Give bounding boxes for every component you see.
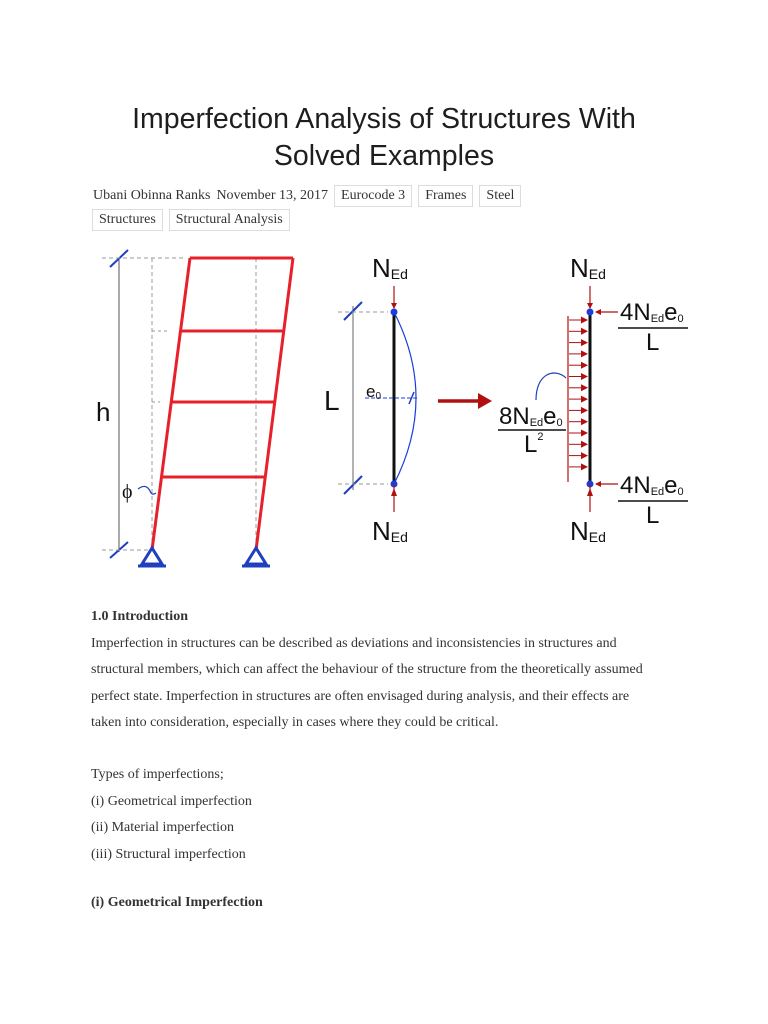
svg-text:L2: $L^2$ <box>524 431 544 458</box>
end-force-top-label <box>618 299 688 356</box>
member-node-top <box>587 309 594 316</box>
equivalent-load-member <box>498 253 688 546</box>
title-line-1: Imperfection Analysis of Structures With <box>132 103 636 135</box>
axial-force-top-label: NEd <box>570 253 606 283</box>
bow-imperfection-label: e0 <box>366 382 382 402</box>
axial-force-top-label: NEd <box>372 253 408 283</box>
tag-frames[interactable]: Frames <box>418 185 473 207</box>
axial-force-bottom-label: NEd <box>570 516 606 546</box>
imperfection-figure <box>88 244 708 584</box>
intro-line: Imperfection in structures can be described as deviations and inconsistencies in structures and <box>91 635 617 651</box>
type-item: (ii) Material imperfection <box>91 820 235 835</box>
pin-support-left <box>138 548 166 566</box>
distributed-load-arrowhead <box>581 373 588 380</box>
end-force-bottom-label <box>618 472 688 529</box>
right-column <box>256 258 293 550</box>
distributed-load-arrowhead <box>581 396 588 403</box>
article-tags-continued <box>93 209 296 231</box>
distributed-load-arrowhead <box>581 339 588 346</box>
types-heading: Types of imperfections; <box>91 767 224 782</box>
member-length-label: L <box>324 385 340 416</box>
bowed-member <box>324 253 418 546</box>
distributed-load-label <box>498 373 566 458</box>
article-meta <box>93 185 527 207</box>
distributed-load-arrowhead <box>581 350 588 357</box>
svg-text:4NEde0: 4NEde0 <box>620 299 684 326</box>
distributed-load-arrowhead <box>581 328 588 335</box>
angle-leader <box>138 486 156 494</box>
type-item: (i) Geometrical imperfection <box>91 793 252 809</box>
distributed-load-arrows <box>569 317 588 471</box>
distributed-load-arrowhead <box>581 362 588 369</box>
intro-line: taken into consideration, especially in cases where they could be critical. <box>91 715 499 730</box>
tag-eurocode-3[interactable]: Eurocode 3 <box>334 185 412 207</box>
left-column <box>152 258 190 550</box>
introduction-section <box>91 604 691 737</box>
distributed-load-arrowhead <box>581 441 588 448</box>
section-heading-geometrical: (i) Geometrical Imperfection <box>91 895 263 910</box>
intro-line: perfect state. Imperfection in structures are often envisaged during analysis, and their effects are <box>91 688 630 704</box>
svg-text:4NEde0: 4NEde0 <box>620 472 684 499</box>
axial-force-bottom-label: NEd <box>372 516 408 546</box>
intro-paragraph <box>91 631 691 737</box>
distributed-load-arrowhead <box>581 463 588 470</box>
distributed-load-arrowhead <box>581 407 588 414</box>
imperfection-diagram <box>88 244 708 584</box>
intro-heading: 1.0 Introduction <box>91 609 188 624</box>
tag-steel[interactable]: Steel <box>479 185 521 207</box>
imperfection-types <box>91 762 691 868</box>
article-title <box>40 101 728 175</box>
distributed-load-arrowhead <box>581 317 588 324</box>
distributed-load-arrowhead <box>581 452 588 459</box>
svg-text:8NEde0: 8NEde0 <box>499 403 563 430</box>
title-line-2: Solved Examples <box>273 140 495 172</box>
distributed-load-arrowhead <box>581 418 588 425</box>
distributed-load-arrowhead <box>581 430 588 437</box>
tag-structures[interactable]: Structures <box>92 209 163 231</box>
pin-support-right <box>242 548 270 566</box>
svg-text:L: L <box>646 502 660 529</box>
svg-text:L: L <box>646 329 660 356</box>
height-label: h <box>96 397 111 427</box>
publish-date: November 13, 2017 <box>216 188 329 203</box>
member-node-top <box>391 309 398 316</box>
tag-structural-analysis[interactable]: Structural Analysis <box>169 209 290 231</box>
sway-angle-label: ϕ <box>122 481 133 503</box>
distributed-load-arrowhead <box>581 384 588 391</box>
author-name[interactable]: Ubani Obinna Ranks <box>93 188 211 203</box>
type-item: (iii) Structural imperfection <box>91 846 246 862</box>
sway-frame <box>96 250 293 566</box>
intro-line: structural members, which can affect the behaviour of the structure from the theoretically assumed <box>91 662 643 677</box>
transformation-arrow <box>438 393 492 409</box>
